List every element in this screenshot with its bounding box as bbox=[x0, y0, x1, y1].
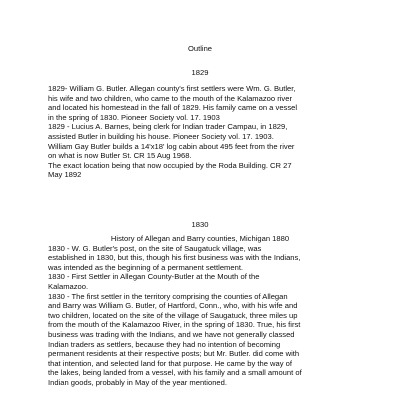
year-heading-1830: 1830 bbox=[191, 220, 209, 229]
text-line: Indian goods, probably in May of the year mentioned. bbox=[48, 377, 227, 387]
text-line: The exact location being that now occupied by the Roda Building. CR 27 bbox=[48, 160, 292, 170]
year-heading-1829: 1829 bbox=[191, 68, 209, 77]
text-line: 1830 - First Settler in Allegan County-Butler at the Mouth of the bbox=[48, 272, 260, 282]
text-line: Kalamazoo. bbox=[48, 281, 89, 291]
text-line: established in 1830, but this, though his first business was with the Indians, bbox=[48, 253, 301, 263]
text-line: from the mouth of the Kalamazoo River, in the spring of 1830. True, his first bbox=[48, 320, 301, 330]
text-line: that intention, and selected land for that purpose. He came by the way of bbox=[48, 358, 292, 368]
document-title: Outline bbox=[187, 44, 213, 53]
text-line: was intended as the beginning of a permanent settlement. bbox=[48, 262, 244, 272]
text-line: 1830 - The first settler in the territory comprising the counties of Allegan bbox=[48, 291, 288, 301]
text-line: May 1892 bbox=[48, 170, 82, 180]
text-line: in the spring of 1830. Pioneer Society vol. 17. 1903 bbox=[48, 112, 220, 122]
text-line: Indian traders as settlers, because they had no intention of becoming bbox=[48, 339, 281, 349]
text-line: and located his homestead in the fall of 1829. His family came on a vessel bbox=[48, 103, 298, 113]
text-line: permanent residents at their respective posts; but Mr. Butler. did come with bbox=[48, 349, 300, 359]
text-line: 1829 - Lucius A. Barnes, being clerk for Indian trader Campau, in 1829, bbox=[48, 122, 288, 132]
text-line: 1830 - W. G. Butler's post, on the site of Saugatuck village, was bbox=[48, 243, 262, 253]
text-line: William Gay Butler builds a 14'x18' log cabin about 495 feet from the river bbox=[48, 141, 295, 151]
text-line: assisted Butler in building his house. Pioneer Society vol. 17. 1903. bbox=[48, 131, 274, 141]
section-1829-body bbox=[0, 84, 400, 180]
text-line: and Barry was William G. Butler, of Hartford, Conn., who, with his wife and bbox=[48, 301, 298, 311]
section-1830-body bbox=[0, 234, 400, 388]
text-line: his wife and two children, who came to the mouth of the Kalamazoo river bbox=[48, 93, 292, 103]
text-line: business was trading with the Indians, and we have not generally classed bbox=[48, 329, 295, 339]
source-subtitle: History of Allegan and Barry counties, Michigan 1880 bbox=[110, 234, 290, 243]
text-line: the lakes, being landed from a vessel, with his family and a small amount of bbox=[48, 368, 302, 378]
text-line: two children, located on the site of the village of Saugatuck, three miles up bbox=[48, 310, 298, 320]
text-line: on what is now Butler St. CR 15 Aug 1968. bbox=[48, 151, 192, 161]
text-line: 1829- William G. Butler. Allegan county's first settlers were Wm. G. Butler, bbox=[48, 84, 296, 93]
